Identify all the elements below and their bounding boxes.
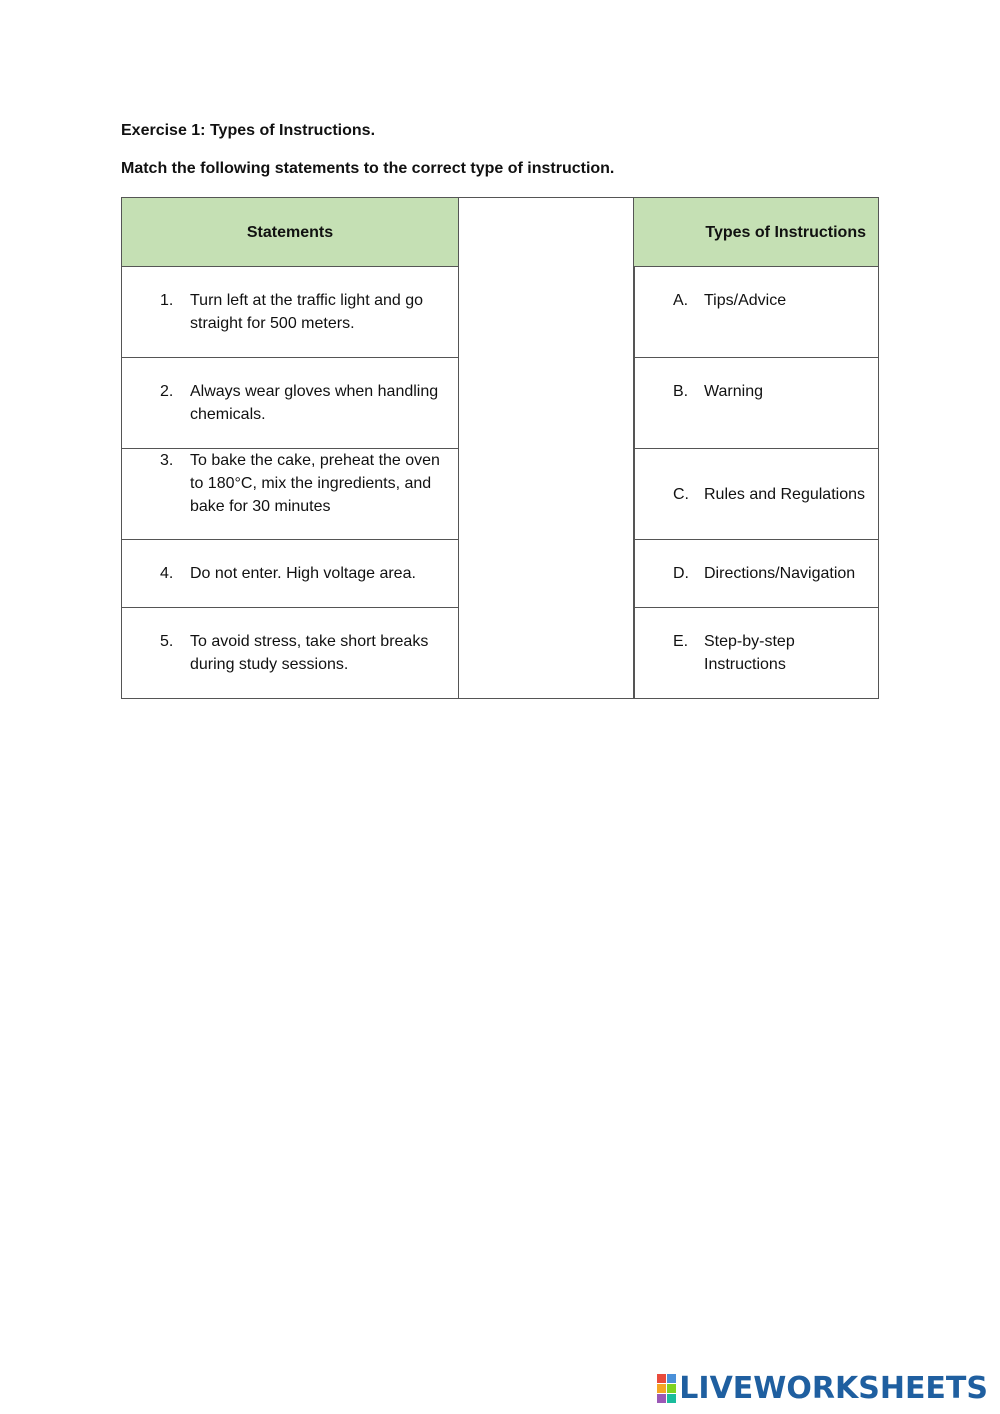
matching-table — [121, 197, 879, 699]
statement-number: 3. — [160, 452, 174, 469]
statement-text: To bake the cake, preheat the oven to 180°C, mix the ingredients, and bake for 30 minutes — [190, 452, 440, 515]
type-letter: D. — [673, 565, 689, 582]
type-letter: C. — [673, 485, 689, 503]
type-row-a — [633, 266, 879, 358]
statement-row-3 — [121, 448, 459, 540]
types-header-label: Types of Instructions — [705, 223, 866, 241]
statement-row-2 — [121, 357, 459, 449]
liveworksheets-logo — [657, 1368, 988, 1408]
type-row-e — [633, 607, 879, 699]
type-text: Step-by-step Instructions — [704, 633, 795, 673]
type-letter: E. — [673, 633, 689, 650]
statement-number: 2. — [160, 383, 174, 400]
type-row-c — [633, 448, 879, 540]
statement-number: 4. — [160, 565, 174, 582]
statements-header — [121, 197, 459, 267]
type-row-b — [633, 357, 879, 449]
matching-area[interactable] — [458, 197, 635, 699]
instruction-text: Match the following statements to the correct type of instruction. — [121, 160, 615, 177]
statement-row-4 — [121, 539, 459, 608]
type-row-d — [633, 539, 879, 608]
statement-text: To avoid stress, take short breaks during study sessions. — [190, 633, 429, 673]
statement-text: Turn left at the traffic light and go straight for 500 meters. — [190, 292, 424, 332]
type-letter: A. — [673, 292, 689, 309]
type-text: Warning — [704, 383, 763, 400]
statement-row-5 — [121, 607, 459, 699]
type-text: Rules and Regulations — [704, 485, 865, 503]
statement-number: 5. — [160, 633, 174, 650]
statement-row-1 — [121, 266, 459, 358]
logo-mark-icon — [657, 1374, 676, 1403]
statement-text: Always wear gloves when handling chemicals. — [190, 383, 439, 423]
types-header — [633, 197, 879, 267]
statement-text: Do not enter. High voltage area. — [190, 565, 416, 582]
type-letter: B. — [673, 383, 689, 400]
statement-number: 1. — [160, 292, 174, 309]
type-text: Tips/Advice — [704, 292, 787, 309]
exercise-title: Exercise 1: Types of Instructions. — [121, 122, 376, 139]
type-text: Directions/Navigation — [704, 565, 856, 582]
brand-name: LIVEWORKSHEETS — [679, 1370, 988, 1406]
statements-header-label: Statements — [246, 223, 334, 241]
